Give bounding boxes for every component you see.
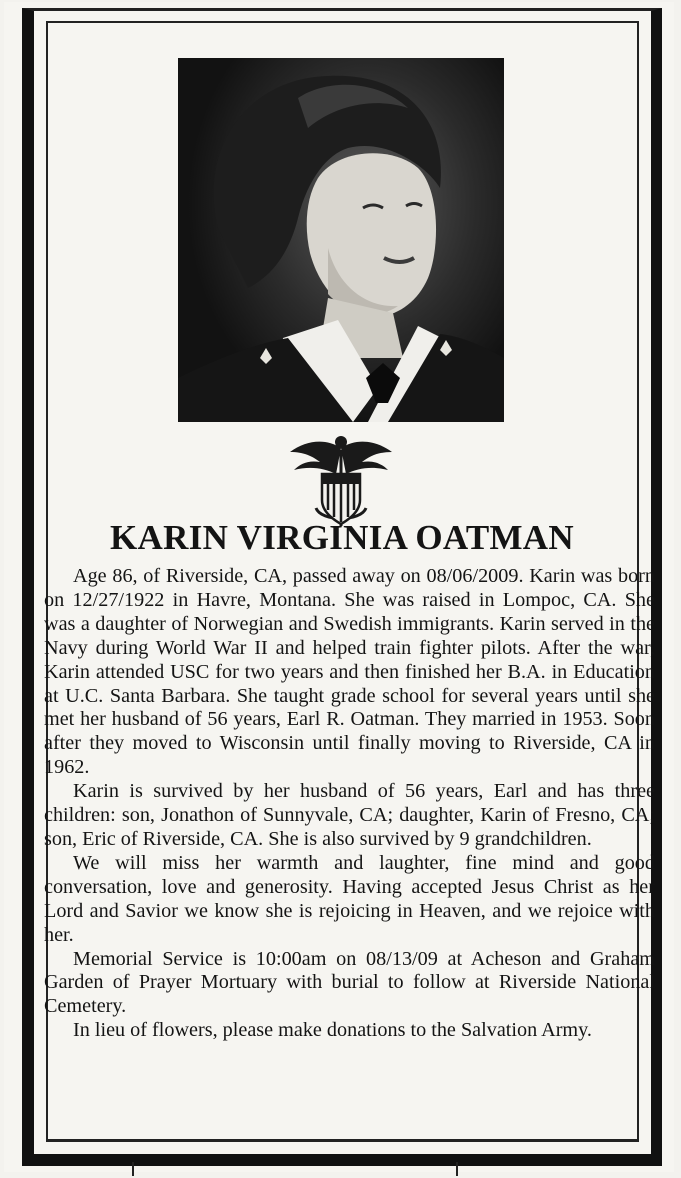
newspaper-clipping — [4, 2, 674, 1172]
paragraph-donations: In lieu of flowers, please make donations to the Salvation Army. — [73, 1019, 592, 1042]
paragraph-remembrance: We will miss her warmth and laughter, fine mind and good conversation, love and generosity. Having accepted Jesus Christ as her Lord and Savior we know she is rejoicing in Heaven, and we rejoice with her. — [44, 851, 655, 946]
deceased-name: KARIN VIRGINIA OATMAN — [110, 518, 574, 557]
print-mark — [456, 1162, 468, 1176]
print-mark — [132, 1162, 144, 1176]
paragraph-memorial-service: Memorial Service is 10:00am on 08/13/09 at Acheson and Graham Garden of Prayer Mortuary with burial to follow at Riverside National Cemetery. — [44, 947, 655, 1018]
portrait-photo — [178, 58, 504, 422]
navy-emblem-icon — [286, 430, 396, 528]
obituary-text — [44, 565, 655, 1043]
paragraph-biography: Age 86, of Riverside, CA, passed away on 08/06/2009. Karin was born on 12/27/1922 in Havre, Montana. She was raised in Lompoc, CA. She was a daughter of Norwegian and Swedish immigrants. Karin served in the Navy during World War II and helped train fighter pilots. After the war, Karin attended USC for two years and then finished her B.A. in Education at U.C. Santa Barbara. She taught grade school for several years until she met her husband of 56 years, Earl R. Oatman. They married in 1953. Soon after they moved to Wisconsin until finally moving to Riverside, CA in 1962. — [44, 565, 655, 779]
paragraph-survivors: Karin is survived by her husband of 56 years, Earl and has three children: son, Jonathon of Sunnyvale, CA; daughter, Karin of Fresno, CA; son, Eric of Riverside, CA. She is also survived by 9 grandchildren. — [44, 780, 655, 850]
